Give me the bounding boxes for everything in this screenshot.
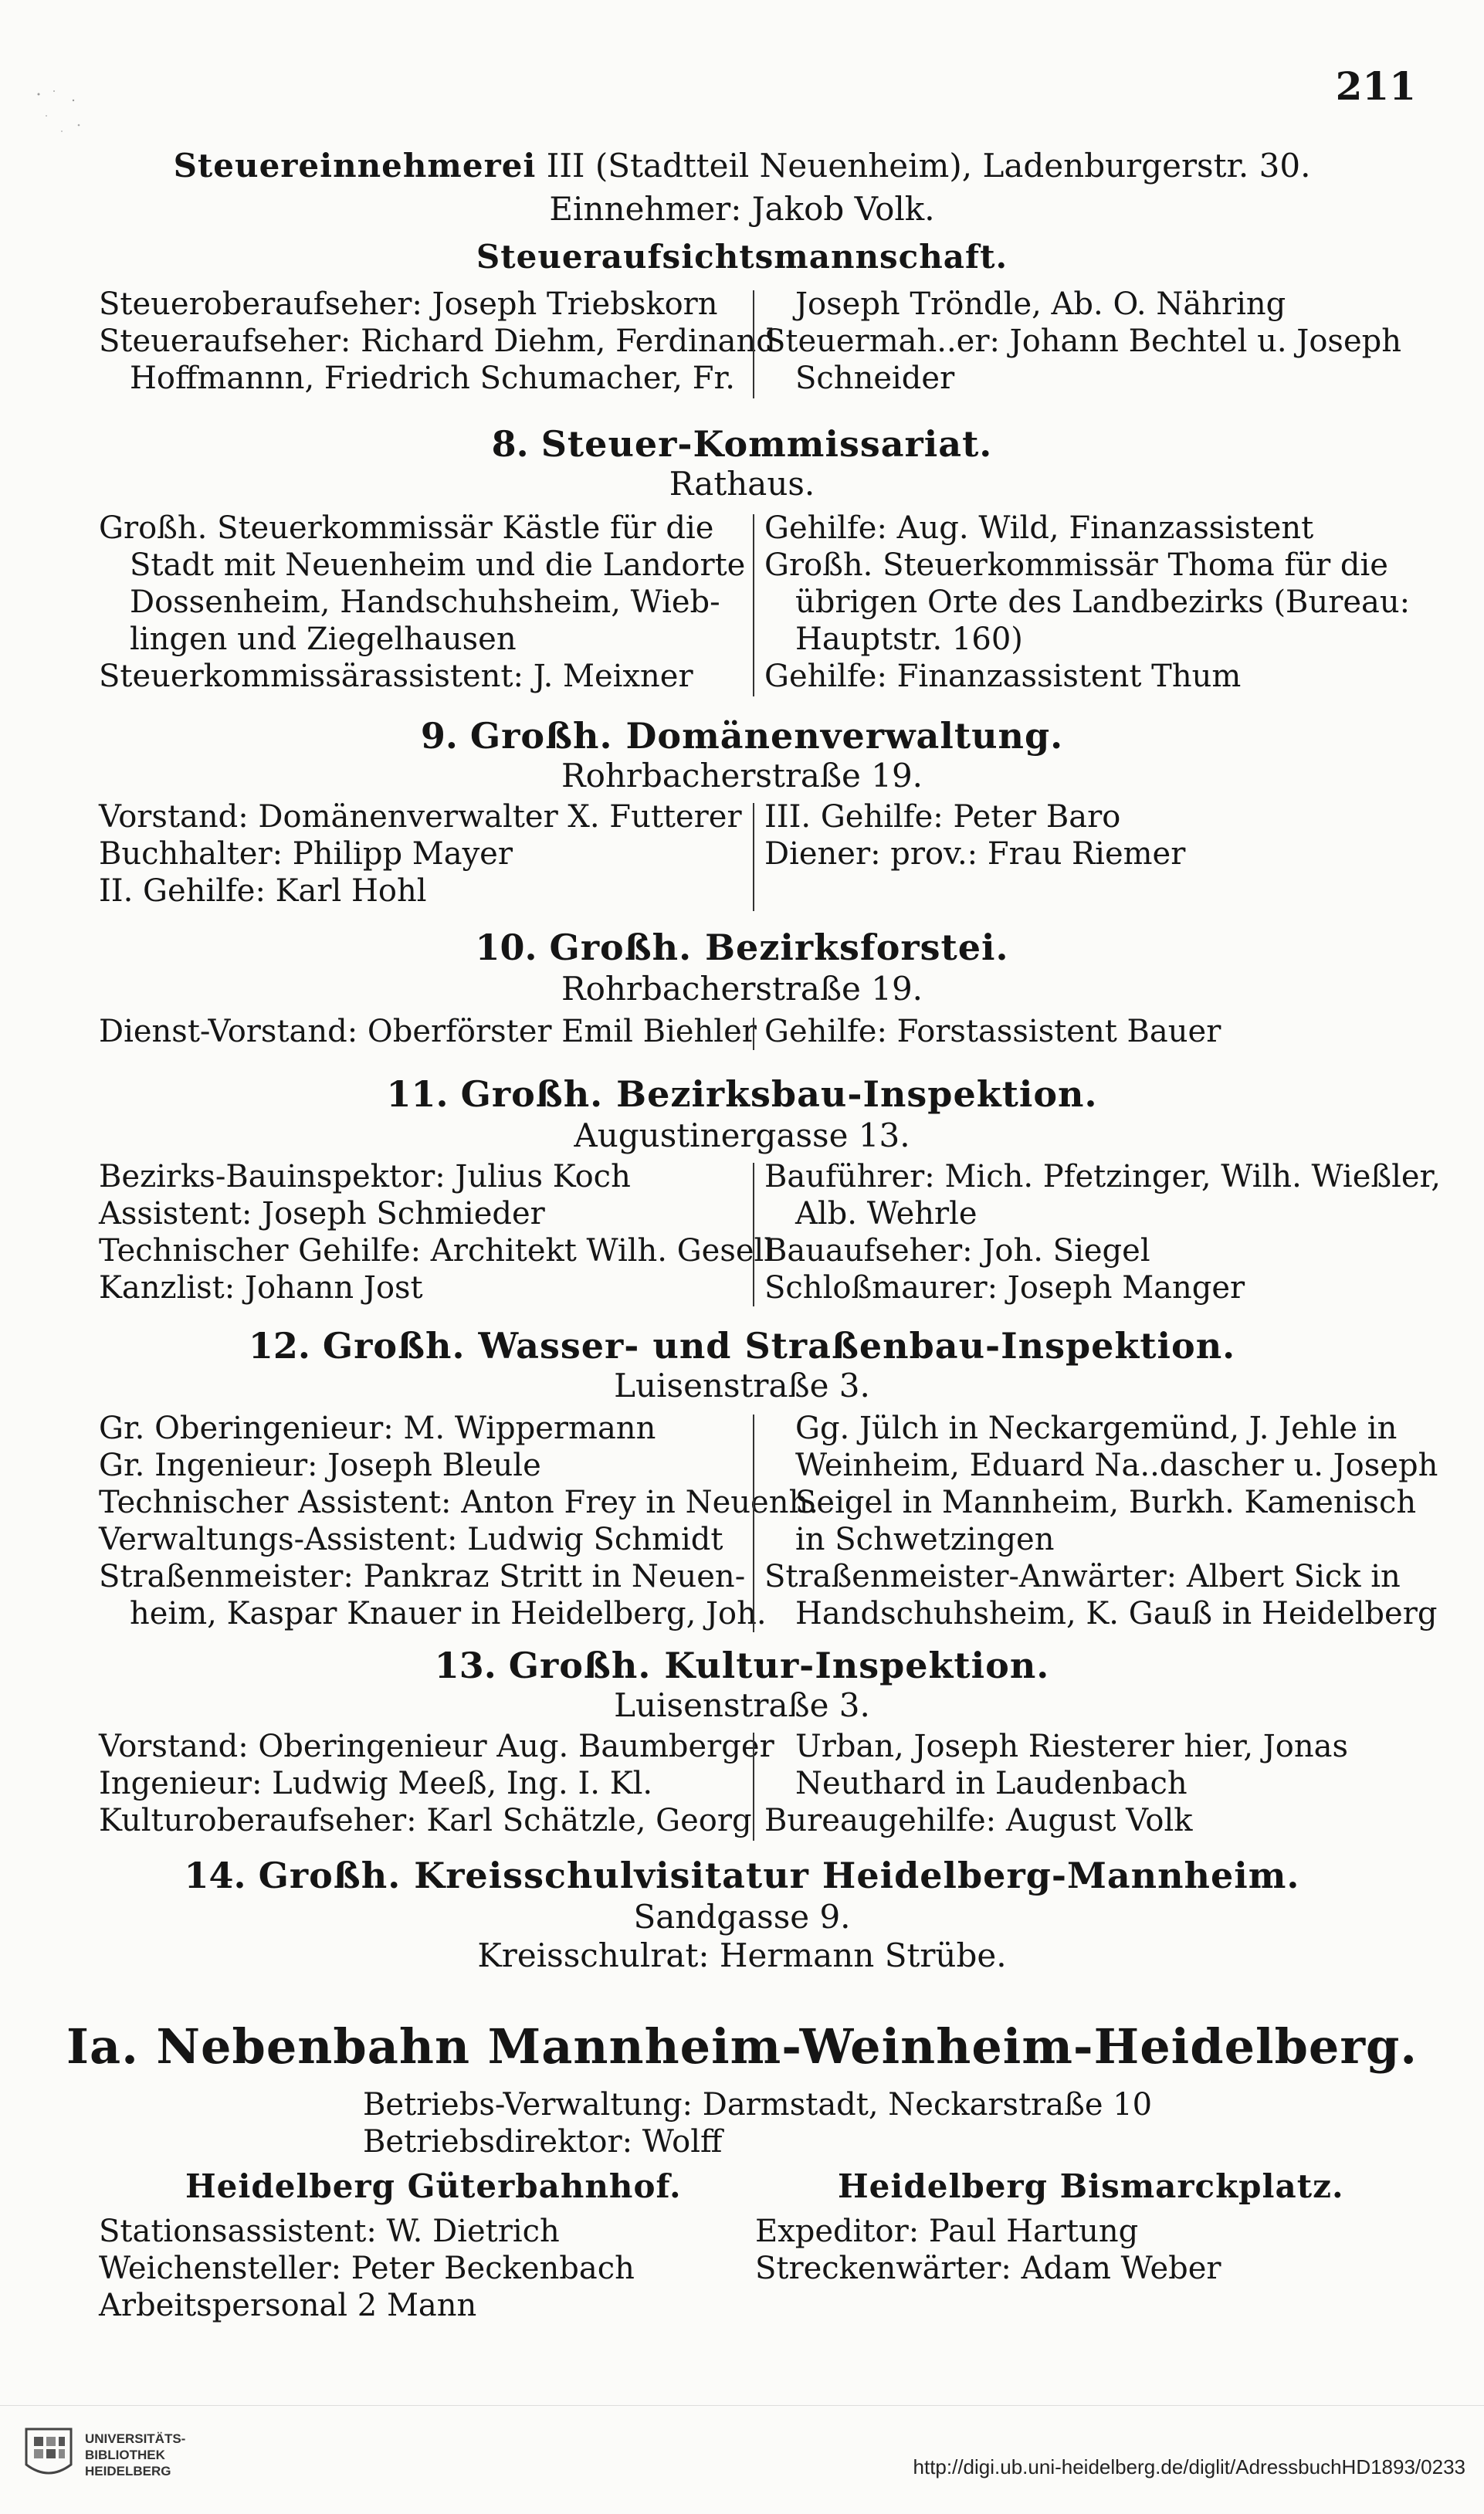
section-10-address: Rohrbacherstraße 19.	[561, 970, 923, 1008]
text-line: Diener: prov.: Frau Riemer	[764, 836, 1186, 872]
text-line: Weinheim, Eduard Na..dascher u. Joseph	[795, 1448, 1438, 1483]
kreisschulrat-line: Kreisschulrat: Hermann Strübe.	[477, 1936, 1007, 1974]
column-divider	[753, 803, 754, 911]
einnehmer-line: Einnehmer: Jakob Volk.	[549, 190, 935, 228]
section-title: Großh. Kreisschulvisitatur Heidelberg-Mannheim.	[258, 1855, 1300, 1896]
text-line: Straßenmeister-Anwärter: Albert Sick in	[764, 1559, 1401, 1594]
text-line: Schneider	[795, 361, 955, 396]
mannschaft-right-column	[764, 286, 1405, 397]
section-12-address: Luisenstraße 3.	[614, 1367, 870, 1404]
text-line: Handschuhsheim, K. Gauß in Heidelberg	[795, 1596, 1438, 1631]
text-line: Bezirks-Bauinspektor: Julius Koch	[99, 1159, 631, 1194]
text-line: Bureaugehilfe: August Volk	[764, 1803, 1193, 1838]
section-11-heading	[0, 1073, 1484, 1115]
section-11-right-column	[764, 1158, 1441, 1306]
text-line: II. Gehilfe: Karl Hohl	[99, 873, 427, 909]
section-13-left-column	[99, 1728, 774, 1839]
section-9-right-column	[764, 798, 1405, 872]
text-line: heim, Kaspar Knauer in Heidelberg, Joh.	[130, 1596, 767, 1631]
section-11-address: Augustinergasse 13.	[574, 1116, 910, 1154]
text-line: Gehilfe: Finanzassistent Thum	[764, 659, 1242, 694]
section-number: 14.	[184, 1855, 246, 1896]
text-line: Gr. Oberingenieur: M. Wippermann	[99, 1411, 656, 1446]
text-line: Großh. Steuerkommissär Thoma für die	[764, 547, 1388, 583]
section-title: Großh. Domänenverwaltung.	[469, 715, 1064, 757]
text-line: Hoffmannn, Friedrich Schumacher, Fr.	[130, 361, 735, 396]
text-line: Seigel in Mannheim, Burkh. Kamenisch	[795, 1485, 1417, 1520]
text-line: Steuerkommissärassistent: J. Meixner	[99, 659, 693, 694]
text-line: Arbeitspersonal 2 Mann	[99, 2288, 477, 2323]
library-logo-text	[85, 2431, 185, 2479]
column-divider	[753, 514, 754, 696]
text-line: Gg. Jülch in Neckargemünd, J. Jehle in	[795, 1411, 1398, 1446]
text-line: Vorstand: Domänenverwalter X. Futterer	[99, 799, 742, 835]
section-number: 10.	[475, 927, 537, 968]
section-10-left-column	[99, 1013, 757, 1050]
steuereinnehmerei-title: Steuereinnehmerei	[173, 147, 537, 185]
section-12-left-column	[99, 1410, 818, 1632]
steuereinnehmerei-heading	[0, 147, 1484, 185]
text-line: Alb. Wehrle	[795, 1196, 977, 1232]
library-logo	[22, 2424, 215, 2494]
section-14-heading	[0, 1855, 1484, 1896]
section-13-right-column	[764, 1728, 1405, 1839]
footer-rule	[0, 2405, 1484, 2406]
column-divider	[753, 1733, 754, 1841]
section-10-heading	[0, 927, 1484, 968]
section-title: Großh. Wasser- und Straßenbau-Inspektion.	[322, 1325, 1236, 1367]
text-line: Gr. Ingenieur: Joseph Bleule	[99, 1448, 541, 1483]
section-12-heading	[0, 1325, 1484, 1367]
nebenbahn-direktor: Betriebsdirektor: Wolff	[363, 2124, 723, 2160]
text-line: Dienst-Vorstand: Oberförster Emil Biehler	[99, 1014, 757, 1049]
text-line: Technischer Assistent: Anton Frey in Neuenh.	[99, 1485, 818, 1520]
logo-line: UNIVERSITÄTS-	[85, 2431, 186, 2446]
paper-specks	[31, 85, 93, 139]
section-number: 13.	[434, 1645, 496, 1686]
page-number: 211	[1335, 63, 1416, 109]
column-divider	[753, 1415, 754, 1632]
section-title: Großh. Kultur-Inspektion.	[508, 1645, 1050, 1686]
section-12-right-column	[764, 1410, 1438, 1632]
text-line: Großh. Steuerkommissär Kästle für die	[99, 510, 714, 546]
text-line: Verwaltungs-Assistent: Ludwig Schmidt	[99, 1522, 723, 1557]
text-line: Ingenieur: Ludwig Meeß, Ing. I. Kl.	[99, 1766, 653, 1801]
text-line: übrigen Orte des Landbezirks (Bureau:	[795, 584, 1411, 620]
text-line: Bauführer: Mich. Pfetzinger, Wilh. Wießler,	[764, 1159, 1441, 1194]
text-line: Expeditor: Paul Hartung	[755, 2214, 1139, 2249]
text-line: Technischer Gehilfe: Architekt Wilh. Gesell	[99, 1233, 774, 1269]
text-line: Gehilfe: Aug. Wild, Finanzassistent	[764, 510, 1314, 546]
section-title: Großh. Bezirksforstei.	[549, 927, 1009, 968]
mannschaft-left-column	[99, 286, 776, 397]
nebenbahn-betrieb: Betriebs-Verwaltung: Darmstadt, Neckarstraße 10	[363, 2087, 1153, 2123]
text-line: Weichensteller: Peter Beckenbach	[99, 2251, 635, 2286]
section-number: 8.	[491, 423, 529, 465]
section-9-address: Rohrbacherstraße 19.	[561, 757, 923, 795]
text-line: Stadt mit Neuenheim und die Landorte	[130, 547, 746, 583]
section-10-right-column	[764, 1013, 1405, 1050]
column-divider	[753, 290, 754, 398]
bismarckplatz-title: Heidelberg Bismarckplatz.	[838, 2167, 1344, 2205]
text-line: Urban, Joseph Riesterer hier, Jonas	[795, 1729, 1348, 1764]
text-line: Vorstand: Oberingenieur Aug. Baumberger	[99, 1729, 774, 1764]
steuereinnehmerei-address: III (Stadtteil Neuenheim), Ladenburgerstr. 30.	[546, 147, 1311, 185]
text-line: Hauptstr. 160)	[795, 622, 1023, 657]
text-line: Streckenwärter: Adam Weber	[755, 2251, 1221, 2286]
text-line: Steueraufseher: Richard Diehm, Ferdinand	[99, 324, 776, 359]
text-line: III. Gehilfe: Peter Baro	[764, 799, 1121, 835]
text-line: Neuthard in Laudenbach	[795, 1766, 1188, 1801]
mannschaft-title: Steueraufsichtsmannschaft.	[476, 238, 1008, 276]
text-line: in Schwetzingen	[795, 1522, 1055, 1557]
section-title: Großh. Bezirksbau-Inspektion.	[460, 1073, 1098, 1115]
section-number: 11.	[386, 1073, 449, 1115]
text-line: Joseph Tröndle, Ab. O. Nähring	[795, 286, 1286, 322]
column-divider	[753, 1163, 754, 1306]
section-8-left-column	[99, 510, 746, 695]
logo-line: BIBLIOTHEK	[85, 2448, 165, 2462]
section-8-address: Rathaus.	[669, 465, 815, 503]
section-11-left-column	[99, 1158, 774, 1306]
text-line: Kulturoberaufseher: Karl Schätzle, Georg	[99, 1803, 752, 1838]
section-14-address: Sandgasse 9.	[633, 1898, 851, 1936]
section-8-right-column	[764, 510, 1411, 695]
text-line: Steuermah..er: Johann Bechtel u. Joseph	[764, 324, 1401, 359]
text-line: lingen und Ziegelhausen	[130, 622, 517, 657]
text-line: Stationsassistent: W. Dietrich	[99, 2214, 560, 2249]
text-line: Gehilfe: Forstassistent Bauer	[764, 1014, 1221, 1049]
section-number: 12.	[248, 1325, 310, 1367]
text-line: Bauaufseher: Joh. Siegel	[764, 1233, 1150, 1269]
text-line: Assistent: Joseph Schmieder	[99, 1196, 545, 1232]
column-divider	[753, 1018, 754, 1050]
logo-line: HEIDELBERG	[85, 2464, 171, 2478]
section-title: Steuer-Kommissariat.	[540, 423, 993, 465]
text-line: Straßenmeister: Pankraz Stritt in Neuen-	[99, 1559, 746, 1594]
text-line: Schloßmaurer: Joseph Manger	[764, 1270, 1245, 1306]
section-9-left-column	[99, 798, 740, 910]
gueterbahnhof-column	[99, 2213, 740, 2324]
text-line: Buchhalter: Philipp Mayer	[99, 836, 513, 872]
section-9-heading	[0, 715, 1484, 757]
gueterbahnhof-title: Heidelberg Güterbahnhof.	[185, 2167, 682, 2205]
section-number: 9.	[420, 715, 458, 757]
library-logo-icon	[22, 2424, 76, 2483]
source-url-link[interactable]: http://digi.ub.uni-heidelberg.de/diglit/AdressbuchHD1893/0233	[913, 2455, 1465, 2478]
text-line: Kanzlist: Johann Jost	[99, 1270, 423, 1306]
bismarckplatz-column	[755, 2213, 1221, 2287]
text-line: Dossenheim, Handschuhsheim, Wieb-	[130, 584, 720, 620]
section-13-address: Luisenstraße 3.	[614, 1686, 870, 1724]
section-8-heading	[0, 423, 1484, 465]
section-13-heading	[0, 1645, 1484, 1686]
nebenbahn-title: Ia. Nebenbahn Mannheim-Weinheim-Heidelberg.	[66, 2018, 1418, 2075]
text-line: Steueroberaufseher: Joseph Triebskorn	[99, 286, 718, 322]
